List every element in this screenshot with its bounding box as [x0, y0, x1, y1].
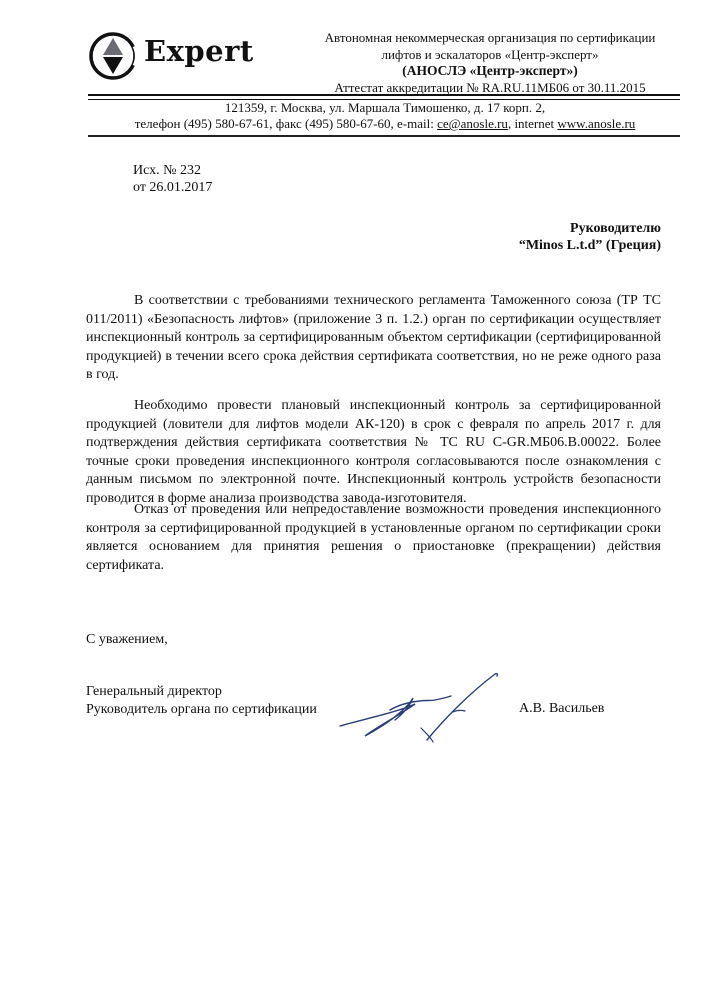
org-name-line1: Автономная некоммерческая организация по сертификации: [324, 30, 656, 45]
reference-number: Исх. № 232: [133, 163, 201, 178]
org-name-line2: лифтов и эскалаторов «Центр-эксперт»: [381, 46, 599, 62]
contacts-separator: , internet: [507, 116, 558, 131]
logo-wordmark: Expert: [144, 34, 254, 68]
handwritten-signature: [335, 668, 515, 743]
logo-emblem-icon: [88, 28, 144, 84]
body-paragraph-2: Необходимо провести плановый инспекционный контроль за сертифицированной продукцией (ловители для лифтов модели АК-120) в срок с февраля по апрель 2017 г. для подтверждения действия сертификата соответствия № ТС RU C-GR.МБ06.В.00022. Более точные сроки проведения инспекционного контроля согласовываются после ознакомления с данным письмом по электронной почте. Инспекционный контроль устройств безопасности проводится в форме анализа производства завода-изготовителя.: [86, 398, 661, 506]
accreditation: Аттестат аккредитации № RA.RU.11МБ06 от 30.11.2015: [334, 79, 646, 95]
body-paragraph-1: В соответствии с требованиями технического регламента Таможенного союза (ТР ТС 011/2011) «Безопасность лифтов» (приложение 3 п. 1.2.) орган по сертификации осуществляет инспекционный контроль за сертифицированным объектом сертификации (сертифицированной продукцией) в течении всего срока действия сертификата соответствия, но не реже одного раза в год.: [86, 293, 661, 383]
org-short-name: (АНОСЛЭ «Центр-эксперт»): [402, 63, 578, 78]
address-block: [90, 100, 680, 132]
body-paragraph-3: Отказ от проведения или непредоставление возможности проведения инспекционного контроля за сертифицированной продукцией в установленные органом по сертификации сроки является основанием для принятия решения о приостановке (прекращении) действия сертификата.: [86, 502, 661, 573]
signer-role: [86, 683, 317, 718]
signer-name: А.В. Васильев: [519, 701, 605, 716]
addressee-company: “Minos L.t.d” (Греция): [518, 237, 661, 253]
outgoing-reference: [133, 163, 212, 196]
address-divider: [88, 135, 680, 137]
closing-regards: С уважением,: [86, 632, 168, 647]
expert-logo: [88, 28, 278, 84]
postal-address: 121359, г. Москва, ул. Маршала Тимошенко, д. 17 корп. 2,: [224, 100, 546, 115]
addressee: [519, 221, 661, 254]
organization-header: [290, 30, 690, 96]
contacts-phone-fax: телефон (495) 580-67-61, факс (495) 580-67-60, e-mail:: [134, 116, 438, 131]
signer-role-line2: Руководитель органа по сертификации: [86, 701, 317, 717]
reference-date: от 26.01.2017: [133, 179, 213, 195]
contacts-line: [90, 116, 680, 132]
website-link[interactable]: www.anosle.ru: [557, 116, 636, 131]
email-link[interactable]: ce@anosle.ru: [437, 116, 508, 131]
addressee-title: Руководителю: [570, 221, 661, 236]
signer-role-line1: Генеральный директор: [86, 684, 222, 699]
